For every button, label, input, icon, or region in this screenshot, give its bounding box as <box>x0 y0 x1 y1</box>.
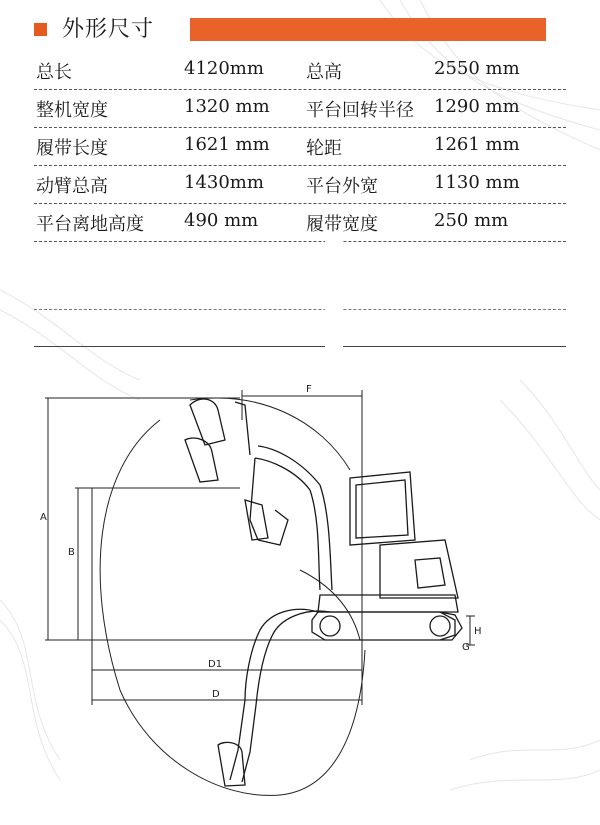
spec-row <box>34 52 566 90</box>
spec-key: 总长 <box>36 62 72 83</box>
spec-row <box>34 128 566 166</box>
dim-label-d: D <box>212 689 220 700</box>
spec-value: 1130 mm <box>434 172 520 193</box>
spec-row <box>34 166 566 204</box>
spec-key: 平台外宽 <box>306 176 378 197</box>
spec-key: 整机宽度 <box>36 100 108 121</box>
spec-value: 250 mm <box>434 210 509 231</box>
spec-row <box>34 90 566 128</box>
spec-value: 1621 mm <box>184 134 270 155</box>
spec-value: 1430mm <box>184 172 264 193</box>
spec-key: 平台回转半径 <box>306 100 414 121</box>
header-accent-bar <box>190 18 546 41</box>
dim-label-h: H <box>474 626 482 637</box>
dim-label-f: F <box>306 384 312 395</box>
spec-key: 平台离地高度 <box>36 214 144 235</box>
spec-row <box>34 204 566 242</box>
spec-value: 1261 mm <box>434 134 520 155</box>
section-title: 外形尺寸 <box>62 17 155 42</box>
spec-key: 动臂总高 <box>36 176 108 197</box>
blank-rows <box>34 273 566 347</box>
spec-value: 4120mm <box>184 58 264 79</box>
spec-value: 2550 mm <box>434 58 520 79</box>
header-square-icon <box>34 23 47 36</box>
dim-label-d1: D1 <box>208 659 223 670</box>
blank-line <box>34 310 566 347</box>
excavator-dimension-diagram <box>0 368 600 825</box>
blank-line <box>34 273 566 310</box>
spec-value: 1290 mm <box>434 96 520 117</box>
spec-key: 履带宽度 <box>306 214 378 235</box>
spec-value: 1320 mm <box>184 96 270 117</box>
spec-key: 轮距 <box>306 138 342 159</box>
section-header <box>34 16 546 44</box>
spec-key: 履带长度 <box>36 138 108 159</box>
dim-label-g: G <box>462 642 470 653</box>
spec-key: 总高 <box>306 62 342 83</box>
dim-label-a: A <box>40 512 47 523</box>
dim-label-b: B <box>68 547 75 558</box>
spec-table <box>34 52 566 242</box>
spec-value: 490 mm <box>184 210 259 231</box>
column-gap <box>325 240 343 355</box>
